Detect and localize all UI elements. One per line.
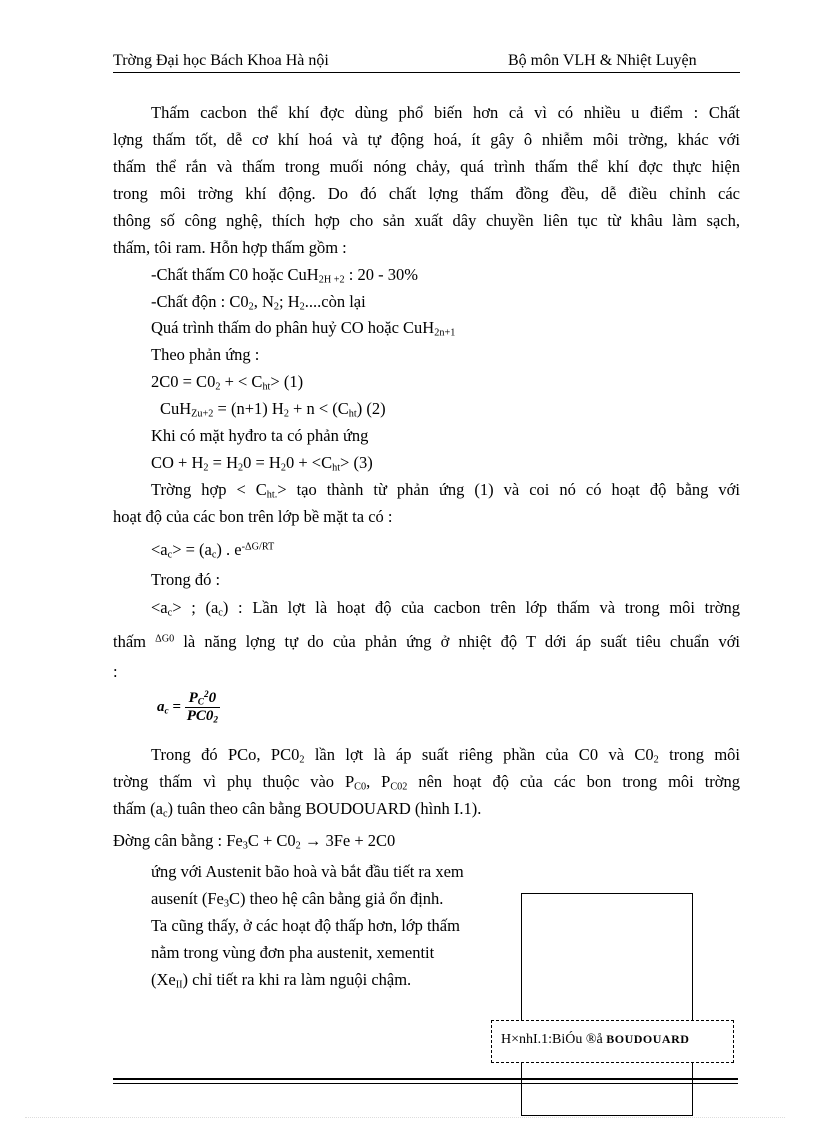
equilibrium-line: Đờng cân bằng : $Fe_3C + C0_2 \to 3Fe + 2C0$ bbox=[113, 831, 396, 852]
reaction-2: CuH$_{Zu+2}$ = (n+1) $H_2 + n < (C_{ht})$ (2) bbox=[160, 399, 386, 420]
where-label: Trong đó : bbox=[151, 570, 221, 589]
footer-rule-thick bbox=[113, 1078, 738, 1080]
paragraph-1-line-2: lợng thấm tốt, dễ cơ khí hoá và tự động hoá, ít gây ô nhiễm môi trờng, khác với bbox=[113, 130, 740, 149]
figure-caption: H×nhI.1:BiÓu ®å BOUDOUARD bbox=[501, 1032, 690, 1047]
reaction-3: CO + $H_2 = H_20 = H_20 + <C_{ht}> (3)$ bbox=[151, 453, 373, 474]
formula-fraction: $\frac{P_C^20}{PC0_2}$ bbox=[186, 689, 219, 726]
mix-line-2: -Chất độn : $C0_2$, $N_2$; $H_2....còn$ lại bbox=[151, 292, 366, 313]
definition-line-2: thấm $^{\Delta G0}$ là năng lợng tự do của phản ứng ở nhiệt độ T dới áp suất tiêu chuẩn với bbox=[113, 632, 741, 651]
mix-line-1: -Chất thấm C0 hoặc CuH$_{2H +2}$ : 20 - 30% bbox=[151, 265, 418, 286]
paragraph-1-line-4: trong môi trờng khí động. Do đó chất lợng thấm đồng đều, dễ điều chỉnh các bbox=[113, 184, 740, 203]
side-line-4: nằm trong vùng đơn pha austenit, xementit bbox=[151, 943, 435, 962]
page-edge bbox=[25, 1117, 785, 1118]
side-line-3: Ta cũng thấy, ở các hoạt độ thấp hơn, lớp thấm bbox=[151, 916, 460, 935]
colon-line: : bbox=[113, 662, 118, 681]
paragraph-2-line-1: Trong đó PCo, $PC0_2$ lần lợt là áp suất riêng phần của C0 và $C0_2$ trong môi bbox=[151, 745, 741, 766]
header-rule bbox=[113, 72, 740, 73]
header-right: Bộ môn VLH & Nhiệt Luyện bbox=[508, 52, 697, 69]
case-line-1: Trờng hợp < $C_{ht.}>$ tạo thành từ phản ứng (1) và coi nó có hoạt độ bằng với bbox=[151, 480, 740, 501]
paragraph-2-line-2: trờng thấm vì phụ thuộc vào $P_{C0}$, $P_{C02}$ nên hoạt độ của các bon trong môi trờng bbox=[113, 772, 740, 793]
paragraph-1-line-5: thông số công nghệ, thích hợp cho sản xuất dây chuyền liên tục từ khâu làm sạch, bbox=[113, 211, 740, 230]
side-line-1: ứng với Austenit bão hoà và bắt đầu tiết ra xem bbox=[151, 862, 464, 881]
paragraph-1-line-3: thấm thể rắn và thấm trong muối nóng chảy, quá trình thấm thể khí đợc thực hiện bbox=[113, 157, 740, 176]
side-line-2: ausenít $(Fe_3C)$ theo hệ cân bằng giả ổn định. bbox=[151, 889, 444, 910]
case-line-2: hoạt độ của các bon trên lớp bề mặt ta có : bbox=[113, 507, 393, 526]
figure-caption-box bbox=[491, 1020, 734, 1063]
activity-equation: $<a_c> = (a_c)$ . $e^{-\Delta G/RT}$ bbox=[151, 540, 275, 561]
header-left: Trờng Đại học Bách Khoa Hà nội bbox=[113, 52, 329, 69]
activity-formula: $a_c$ = $\frac{P_C^20}{PC0_2}$ bbox=[157, 689, 219, 726]
definition-line-1: $<a_c>$ ; $(a_c)$ : Lần lợt là hoạt độ của cacbon trên lớp thấm và trong môi trờng bbox=[151, 598, 740, 619]
paragraph-1-line-1: Thấm cacbon thể khí đợc dùng phổ biến hơn cả vì có nhiều u điểm : Chất bbox=[151, 103, 740, 122]
footer-rule-thin bbox=[113, 1083, 738, 1084]
hydrogen-note: Khi có mặt hyđro ta có phản ứng bbox=[151, 426, 369, 445]
paragraph-2-line-3: thấm $(a_c)$ tuân theo cân bằng BOUDOUARD (hình I.1). bbox=[113, 799, 482, 820]
process-line: Quá trình thấm do phân huỷ CO hoặc CuH$_{2n+1}$ bbox=[151, 318, 456, 339]
arrow-icon: → bbox=[300, 831, 326, 850]
by-reaction: Theo phản ứng : bbox=[151, 345, 260, 364]
paragraph-1-last: thấm, tôi ram. Hỗn hợp thấm gồm : bbox=[113, 238, 347, 257]
side-line-5: $(Xe_{II})$ chỉ tiết ra khi ra làm nguội chậm. bbox=[151, 970, 412, 991]
reaction-1: $2C0 = C0_2$ + < $C_{ht}> (1)$ bbox=[151, 372, 304, 393]
